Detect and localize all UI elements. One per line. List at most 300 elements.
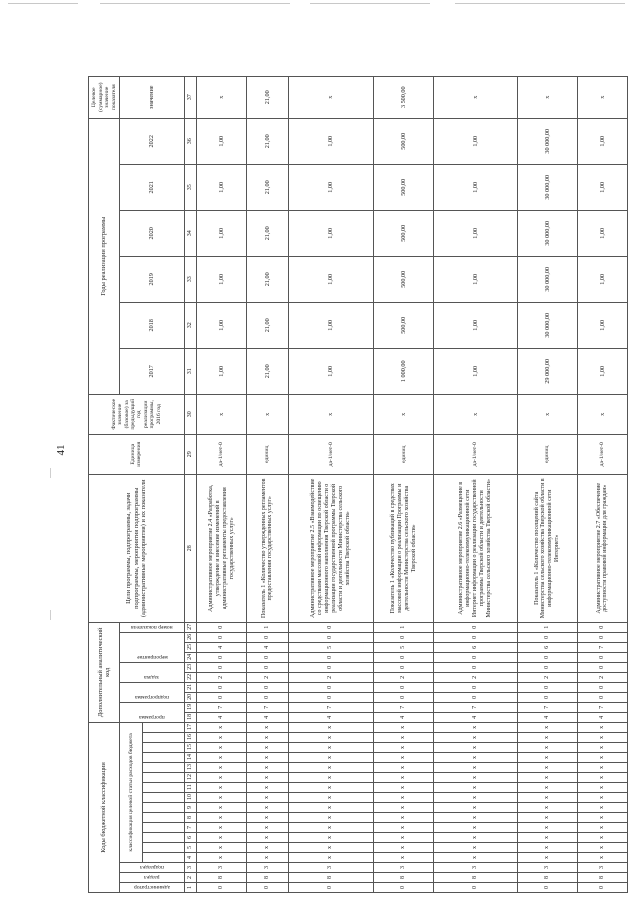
scan-artifact xyxy=(8,3,78,4)
code-cell: 6 xyxy=(434,642,517,652)
code-cell: х xyxy=(197,833,247,843)
column-number: 6 xyxy=(184,833,196,843)
code-cell: х xyxy=(247,823,289,833)
row-unit: да-1/нет-0 xyxy=(434,434,517,474)
years-header: Годы реализации программы xyxy=(89,118,120,394)
code-cell: х xyxy=(247,733,289,743)
code-cell: 7 xyxy=(577,642,627,652)
analytic-sub-header: подпрограмма xyxy=(120,682,185,702)
column-number: 8 xyxy=(184,813,196,823)
code-cell: х xyxy=(247,773,289,783)
budget-admin-header: администратор xyxy=(120,883,185,893)
classification-digit-header xyxy=(143,823,185,833)
code-cell: х xyxy=(577,733,627,743)
row-year-value: 30 000,00 xyxy=(517,302,577,348)
code-cell: 3 xyxy=(517,863,577,873)
row-unit: единиц xyxy=(517,434,577,474)
code-cell: х xyxy=(434,773,517,783)
code-cell: х xyxy=(577,753,627,763)
code-cell: 2 xyxy=(374,672,434,682)
code-cell: 0 xyxy=(374,652,434,662)
code-cell: х xyxy=(434,833,517,843)
code-cell: х xyxy=(434,793,517,803)
code-cell: 4 xyxy=(374,712,434,722)
code-cell: 3 xyxy=(577,863,627,873)
classification-digit-header xyxy=(143,722,185,732)
code-cell: 3 xyxy=(247,863,289,873)
code-cell: х xyxy=(288,843,373,853)
column-number: 10 xyxy=(184,793,196,803)
column-number: 25 xyxy=(184,642,196,652)
row-unit: единиц xyxy=(374,434,434,474)
row-name: Административное мероприятие 2.5 «Взаимодействие со средствами массовой информации по освещению информационного наполнения Тверской области о реализации государственной программы Тверской области и деятельности Министерства сельского хозяйства Тверской области» xyxy=(288,474,373,622)
row-name: Административное мероприятие 2.6 «Размещение в информационно-телекоммуникационной сети Интернет информации о реализации государственной программы Тверской области и деятельности Министерства сельского хозяйства Тверской области» xyxy=(434,474,517,622)
row-year-value: 1,00 xyxy=(197,302,247,348)
code-cell: х xyxy=(374,833,434,843)
column-number: 20 xyxy=(184,692,196,702)
code-cell: х xyxy=(247,793,289,803)
column-number: 23 xyxy=(184,662,196,672)
column-number: 22 xyxy=(184,672,196,682)
row-year-value: 1,00 xyxy=(197,348,247,394)
code-cell: х xyxy=(517,763,577,773)
code-cell: х xyxy=(374,753,434,763)
code-cell: х xyxy=(288,722,373,732)
row-fact: х xyxy=(577,394,627,434)
column-number: 9 xyxy=(184,803,196,813)
code-cell: 3 xyxy=(288,863,373,873)
code-cell: 0 xyxy=(517,692,577,702)
code-cell: х xyxy=(434,803,517,813)
code-cell: 0 xyxy=(577,662,627,672)
code-cell: 4 xyxy=(247,642,289,652)
row-year-value: 1,00 xyxy=(434,256,517,302)
row-year-value: 1,00 xyxy=(434,302,517,348)
code-cell: 0 xyxy=(247,652,289,662)
code-cell: х xyxy=(517,803,577,813)
row-year-value: 30 000,00 xyxy=(517,164,577,210)
code-cell: 0 xyxy=(197,883,247,893)
code-cell: 6 xyxy=(517,642,577,652)
row-year-value: 500,00 xyxy=(374,302,434,348)
code-cell: х xyxy=(197,843,247,853)
code-cell: х xyxy=(288,813,373,823)
code-cell: 0 xyxy=(577,692,627,702)
code-cell: х xyxy=(288,753,373,763)
code-cell: х xyxy=(517,783,577,793)
code-cell: х xyxy=(577,853,627,863)
row-target: 3 500,00 xyxy=(374,76,434,118)
row-year-value: 1,00 xyxy=(197,256,247,302)
row-year-value: 1,00 xyxy=(434,118,517,164)
code-cell: х xyxy=(288,743,373,753)
row-year-value: 500,00 xyxy=(374,118,434,164)
analytic-sub-header: программа xyxy=(120,702,185,722)
row-year-value: 1,00 xyxy=(288,348,373,394)
classification-digit-header xyxy=(143,803,185,813)
row-year-value: 1,00 xyxy=(288,164,373,210)
code-cell: 0 xyxy=(517,652,577,662)
code-cell: х xyxy=(288,783,373,793)
code-cell: 0 xyxy=(288,883,373,893)
additional-code-header: Дополнительный аналитический код xyxy=(89,622,120,722)
code-cell: х xyxy=(517,833,577,843)
row-year-value: 1,00 xyxy=(577,256,627,302)
row-target: х xyxy=(288,76,373,118)
code-cell: 0 xyxy=(434,662,517,672)
row-year-value: 1,00 xyxy=(288,118,373,164)
target-header: Целевое (суммарное) значение показателя xyxy=(89,76,120,118)
table-row xyxy=(517,76,577,892)
classification-digit-header xyxy=(143,853,185,863)
row-year-value: 1,00 xyxy=(434,348,517,394)
rotated-table-sheet xyxy=(88,82,628,893)
code-cell: 0 xyxy=(374,682,434,692)
code-cell: 0 xyxy=(288,692,373,702)
code-cell: 0 xyxy=(197,632,247,642)
code-cell: 0 xyxy=(577,883,627,893)
column-number: 7 xyxy=(184,823,196,833)
row-name: Показатель 1 «Количество посещений сайта Министерства сельского хозяйства Тверской области в информационно-телекоммуникационной сети Интернет» xyxy=(517,474,577,622)
code-cell: 0 xyxy=(577,652,627,662)
code-cell: 0 xyxy=(247,632,289,642)
code-cell: 0 xyxy=(288,682,373,692)
code-cell: 0 xyxy=(517,662,577,672)
code-cell: х xyxy=(517,722,577,732)
row-year-value: 1,00 xyxy=(577,210,627,256)
code-cell: х xyxy=(288,733,373,743)
code-cell: 0 xyxy=(434,692,517,702)
row-year-value: 1,00 xyxy=(577,118,627,164)
code-cell: х xyxy=(434,843,517,853)
code-cell: х xyxy=(577,783,627,793)
row-target: 21,00 xyxy=(247,76,289,118)
code-cell: х xyxy=(247,803,289,813)
code-cell: х xyxy=(197,722,247,732)
table-row xyxy=(197,76,247,892)
table-row xyxy=(434,76,517,892)
code-cell: х xyxy=(517,793,577,803)
code-cell: 8 xyxy=(517,873,577,883)
row-unit: да-1/нет-0 xyxy=(577,434,627,474)
code-cell: х xyxy=(247,843,289,853)
scan-artifact xyxy=(455,3,625,4)
classification-digit-header xyxy=(143,753,185,763)
code-cell: х xyxy=(288,833,373,843)
code-cell: 0 xyxy=(288,662,373,672)
code-cell: 0 xyxy=(577,622,627,632)
row-target: х xyxy=(577,76,627,118)
column-number: 28 xyxy=(184,474,196,622)
code-cell: 0 xyxy=(288,622,373,632)
table-row xyxy=(577,76,627,892)
code-cell: х xyxy=(374,722,434,732)
code-cell: х xyxy=(247,753,289,763)
code-cell: 2 xyxy=(517,672,577,682)
row-unit: единиц xyxy=(247,434,289,474)
code-cell: х xyxy=(197,813,247,823)
code-cell: 5 xyxy=(288,642,373,652)
code-cell: х xyxy=(247,813,289,823)
code-cell: х xyxy=(247,743,289,753)
code-cell: х xyxy=(374,793,434,803)
row-year-value: 30 000,00 xyxy=(517,256,577,302)
column-number: 26 xyxy=(184,632,196,642)
row-target: х xyxy=(434,76,517,118)
column-number: 37 xyxy=(184,76,196,118)
classification-digit-header xyxy=(143,763,185,773)
budget-section-header: раздел xyxy=(120,873,185,883)
code-cell: х xyxy=(374,743,434,753)
code-cell: х xyxy=(577,773,627,783)
row-name: Административное мероприятие 2.7 «Обеспечение доступности правовой информации для граждан» xyxy=(577,474,627,622)
column-number: 17 xyxy=(184,722,196,732)
year-header-2018: 2018 xyxy=(120,302,185,348)
classification-digit-header xyxy=(143,793,185,803)
code-cell: х xyxy=(197,763,247,773)
code-cell: 7 xyxy=(517,702,577,712)
row-target: х xyxy=(197,76,247,118)
code-cell: х xyxy=(374,773,434,783)
code-cell: х xyxy=(517,813,577,823)
column-number: 11 xyxy=(184,783,196,793)
code-cell: х xyxy=(288,803,373,813)
analytic-sub-header: мероприятие xyxy=(120,632,185,662)
code-cell: 8 xyxy=(577,873,627,883)
code-cell: 0 xyxy=(197,652,247,662)
row-year-value: 21,00 xyxy=(247,256,289,302)
program-name-header: Цели программы, подпрограммы, задачи подпрограммы, мероприятия подпрограммы (административные мероприятия) и их показатели xyxy=(89,474,185,622)
code-cell: 0 xyxy=(434,622,517,632)
code-cell: х xyxy=(434,813,517,823)
row-year-value: 1,00 xyxy=(288,302,373,348)
classification-digit-header xyxy=(143,733,185,743)
row-target: х xyxy=(517,76,577,118)
code-cell: х xyxy=(517,733,577,743)
code-cell: 0 xyxy=(517,883,577,893)
code-cell: х xyxy=(197,853,247,863)
row-year-value: 21,00 xyxy=(247,118,289,164)
year-header-2022: 2022 xyxy=(120,118,185,164)
code-cell: х xyxy=(517,773,577,783)
code-cell: 7 xyxy=(197,702,247,712)
row-year-value: 21,00 xyxy=(247,164,289,210)
column-number: 3 xyxy=(184,863,196,873)
row-name: Показатель 1 «Количество публикаций в средствах массовой информации о реализации Программы и деятельности Министерства сельского хозяйства Тверской области» xyxy=(374,474,434,622)
code-cell: 3 xyxy=(197,863,247,873)
code-cell: 4 xyxy=(434,712,517,722)
code-cell: 1 xyxy=(374,622,434,632)
column-number: 2 xyxy=(184,873,196,883)
header-row-1 xyxy=(89,76,120,892)
code-cell: х xyxy=(517,753,577,763)
budget-codes-header: Коды бюджетной классификации xyxy=(89,722,120,892)
row-unit: да-1/нет-0 xyxy=(288,434,373,474)
code-cell: х xyxy=(434,743,517,753)
code-cell: х xyxy=(374,813,434,823)
code-cell: 0 xyxy=(197,692,247,702)
code-cell: х xyxy=(577,843,627,853)
column-number: 18 xyxy=(184,712,196,722)
row-year-value: 1,00 xyxy=(288,210,373,256)
code-cell: 0 xyxy=(374,692,434,702)
column-number: 31 xyxy=(184,348,196,394)
column-number: 14 xyxy=(184,753,196,763)
code-cell: х xyxy=(374,853,434,863)
code-cell: 0 xyxy=(247,662,289,672)
code-cell: х xyxy=(374,763,434,773)
row-fact: х xyxy=(288,394,373,434)
code-cell: 1 xyxy=(247,622,289,632)
code-cell: 8 xyxy=(374,873,434,883)
code-cell: х xyxy=(434,783,517,793)
scan-artifact xyxy=(50,468,51,478)
code-cell: 3 xyxy=(434,863,517,873)
code-cell: х xyxy=(577,722,627,732)
code-cell: 0 xyxy=(197,662,247,672)
table-row xyxy=(374,76,434,892)
row-year-value: 21,00 xyxy=(247,348,289,394)
code-cell: х xyxy=(247,783,289,793)
column-number: 24 xyxy=(184,652,196,662)
code-cell: х xyxy=(374,783,434,793)
code-cell: 0 xyxy=(434,652,517,662)
classification-digit-header xyxy=(143,773,185,783)
row-year-value: 1,00 xyxy=(197,164,247,210)
column-number: 35 xyxy=(184,164,196,210)
code-cell: 1 xyxy=(517,622,577,632)
code-cell: 7 xyxy=(288,702,373,712)
row-year-value: 29 000,00 xyxy=(517,348,577,394)
code-cell: 4 xyxy=(197,642,247,652)
code-cell: х xyxy=(517,823,577,833)
code-cell: х xyxy=(288,763,373,773)
code-cell: 4 xyxy=(288,712,373,722)
code-cell: 2 xyxy=(288,672,373,682)
code-cell: х xyxy=(434,753,517,763)
budget-classification-header: классификация целевой статьи расходов бюджета xyxy=(120,722,143,862)
code-cell: х xyxy=(197,793,247,803)
code-cell: 0 xyxy=(577,632,627,642)
row-year-value: 21,00 xyxy=(247,210,289,256)
scan-artifact xyxy=(310,3,430,4)
analytic-sub-header: задача xyxy=(120,662,185,682)
program-indicators-table xyxy=(88,76,628,893)
scan-artifact xyxy=(100,3,290,4)
code-cell: х xyxy=(374,823,434,833)
code-cell: 0 xyxy=(197,682,247,692)
scan-artifact xyxy=(50,610,51,620)
row-year-value: 30 000,00 xyxy=(517,118,577,164)
code-cell: х xyxy=(577,803,627,813)
code-cell: 2 xyxy=(247,672,289,682)
classification-digit-header xyxy=(143,783,185,793)
row-year-value: 1,00 xyxy=(197,118,247,164)
unit-header: Единица измерения xyxy=(89,434,185,474)
code-cell: х xyxy=(577,763,627,773)
code-cell: х xyxy=(197,783,247,793)
budget-subsection-header: подраздел xyxy=(120,863,185,873)
code-cell: х xyxy=(197,733,247,743)
code-cell: 7 xyxy=(374,702,434,712)
code-cell: х xyxy=(197,803,247,813)
code-cell: х xyxy=(374,803,434,813)
code-cell: 0 xyxy=(434,682,517,692)
column-number: 19 xyxy=(184,702,196,712)
code-cell: х xyxy=(288,823,373,833)
row-year-value: 1,00 xyxy=(434,210,517,256)
code-cell: х xyxy=(577,833,627,843)
code-cell: 7 xyxy=(434,702,517,712)
column-number: 32 xyxy=(184,302,196,348)
row-year-value: 500,00 xyxy=(374,256,434,302)
column-number: 21 xyxy=(184,682,196,692)
column-number: 30 xyxy=(184,394,196,434)
analytic-sub-header: номер показателя xyxy=(120,622,185,632)
code-cell: 0 xyxy=(197,622,247,632)
row-fact: х xyxy=(374,394,434,434)
row-year-value: 21,00 xyxy=(247,302,289,348)
row-year-value: 1,00 xyxy=(197,210,247,256)
code-cell: 3 xyxy=(374,863,434,873)
code-cell: х xyxy=(434,763,517,773)
column-number: 12 xyxy=(184,773,196,783)
code-cell: х xyxy=(247,722,289,732)
classification-digit-header xyxy=(143,743,185,753)
code-cell: 0 xyxy=(247,682,289,692)
code-cell: 7 xyxy=(577,702,627,712)
code-cell: 8 xyxy=(288,873,373,883)
row-fact: х xyxy=(247,394,289,434)
column-number: 27 xyxy=(184,622,196,632)
row-fact: х xyxy=(197,394,247,434)
code-cell: 0 xyxy=(247,692,289,702)
column-number: 4 xyxy=(184,853,196,863)
code-cell: 8 xyxy=(197,873,247,883)
code-cell: 4 xyxy=(577,712,627,722)
column-number: 33 xyxy=(184,256,196,302)
code-cell: 7 xyxy=(247,702,289,712)
table-row xyxy=(288,76,373,892)
code-cell: 0 xyxy=(577,682,627,692)
row-year-value: 1,00 xyxy=(434,164,517,210)
code-cell: 0 xyxy=(247,883,289,893)
code-cell: х xyxy=(247,853,289,863)
row-fact: х xyxy=(517,394,577,434)
code-cell: 0 xyxy=(288,652,373,662)
column-number: 15 xyxy=(184,743,196,753)
classification-digit-header xyxy=(143,843,185,853)
column-number: 34 xyxy=(184,210,196,256)
code-cell: х xyxy=(434,853,517,863)
column-number: 29 xyxy=(184,434,196,474)
code-cell: х xyxy=(197,743,247,753)
code-cell: 8 xyxy=(434,873,517,883)
year-header-2021: 2021 xyxy=(120,164,185,210)
target-sub-header: значение xyxy=(120,76,185,118)
code-cell: 5 xyxy=(374,642,434,652)
code-cell: х xyxy=(374,733,434,743)
code-cell: х xyxy=(517,853,577,863)
code-cell: х xyxy=(577,793,627,803)
column-number: 16 xyxy=(184,733,196,743)
code-cell: х xyxy=(517,743,577,753)
code-cell: х xyxy=(434,733,517,743)
code-cell: 0 xyxy=(434,632,517,642)
row-year-value: 1,00 xyxy=(577,302,627,348)
code-cell: 0 xyxy=(517,632,577,642)
code-cell: х xyxy=(247,833,289,843)
